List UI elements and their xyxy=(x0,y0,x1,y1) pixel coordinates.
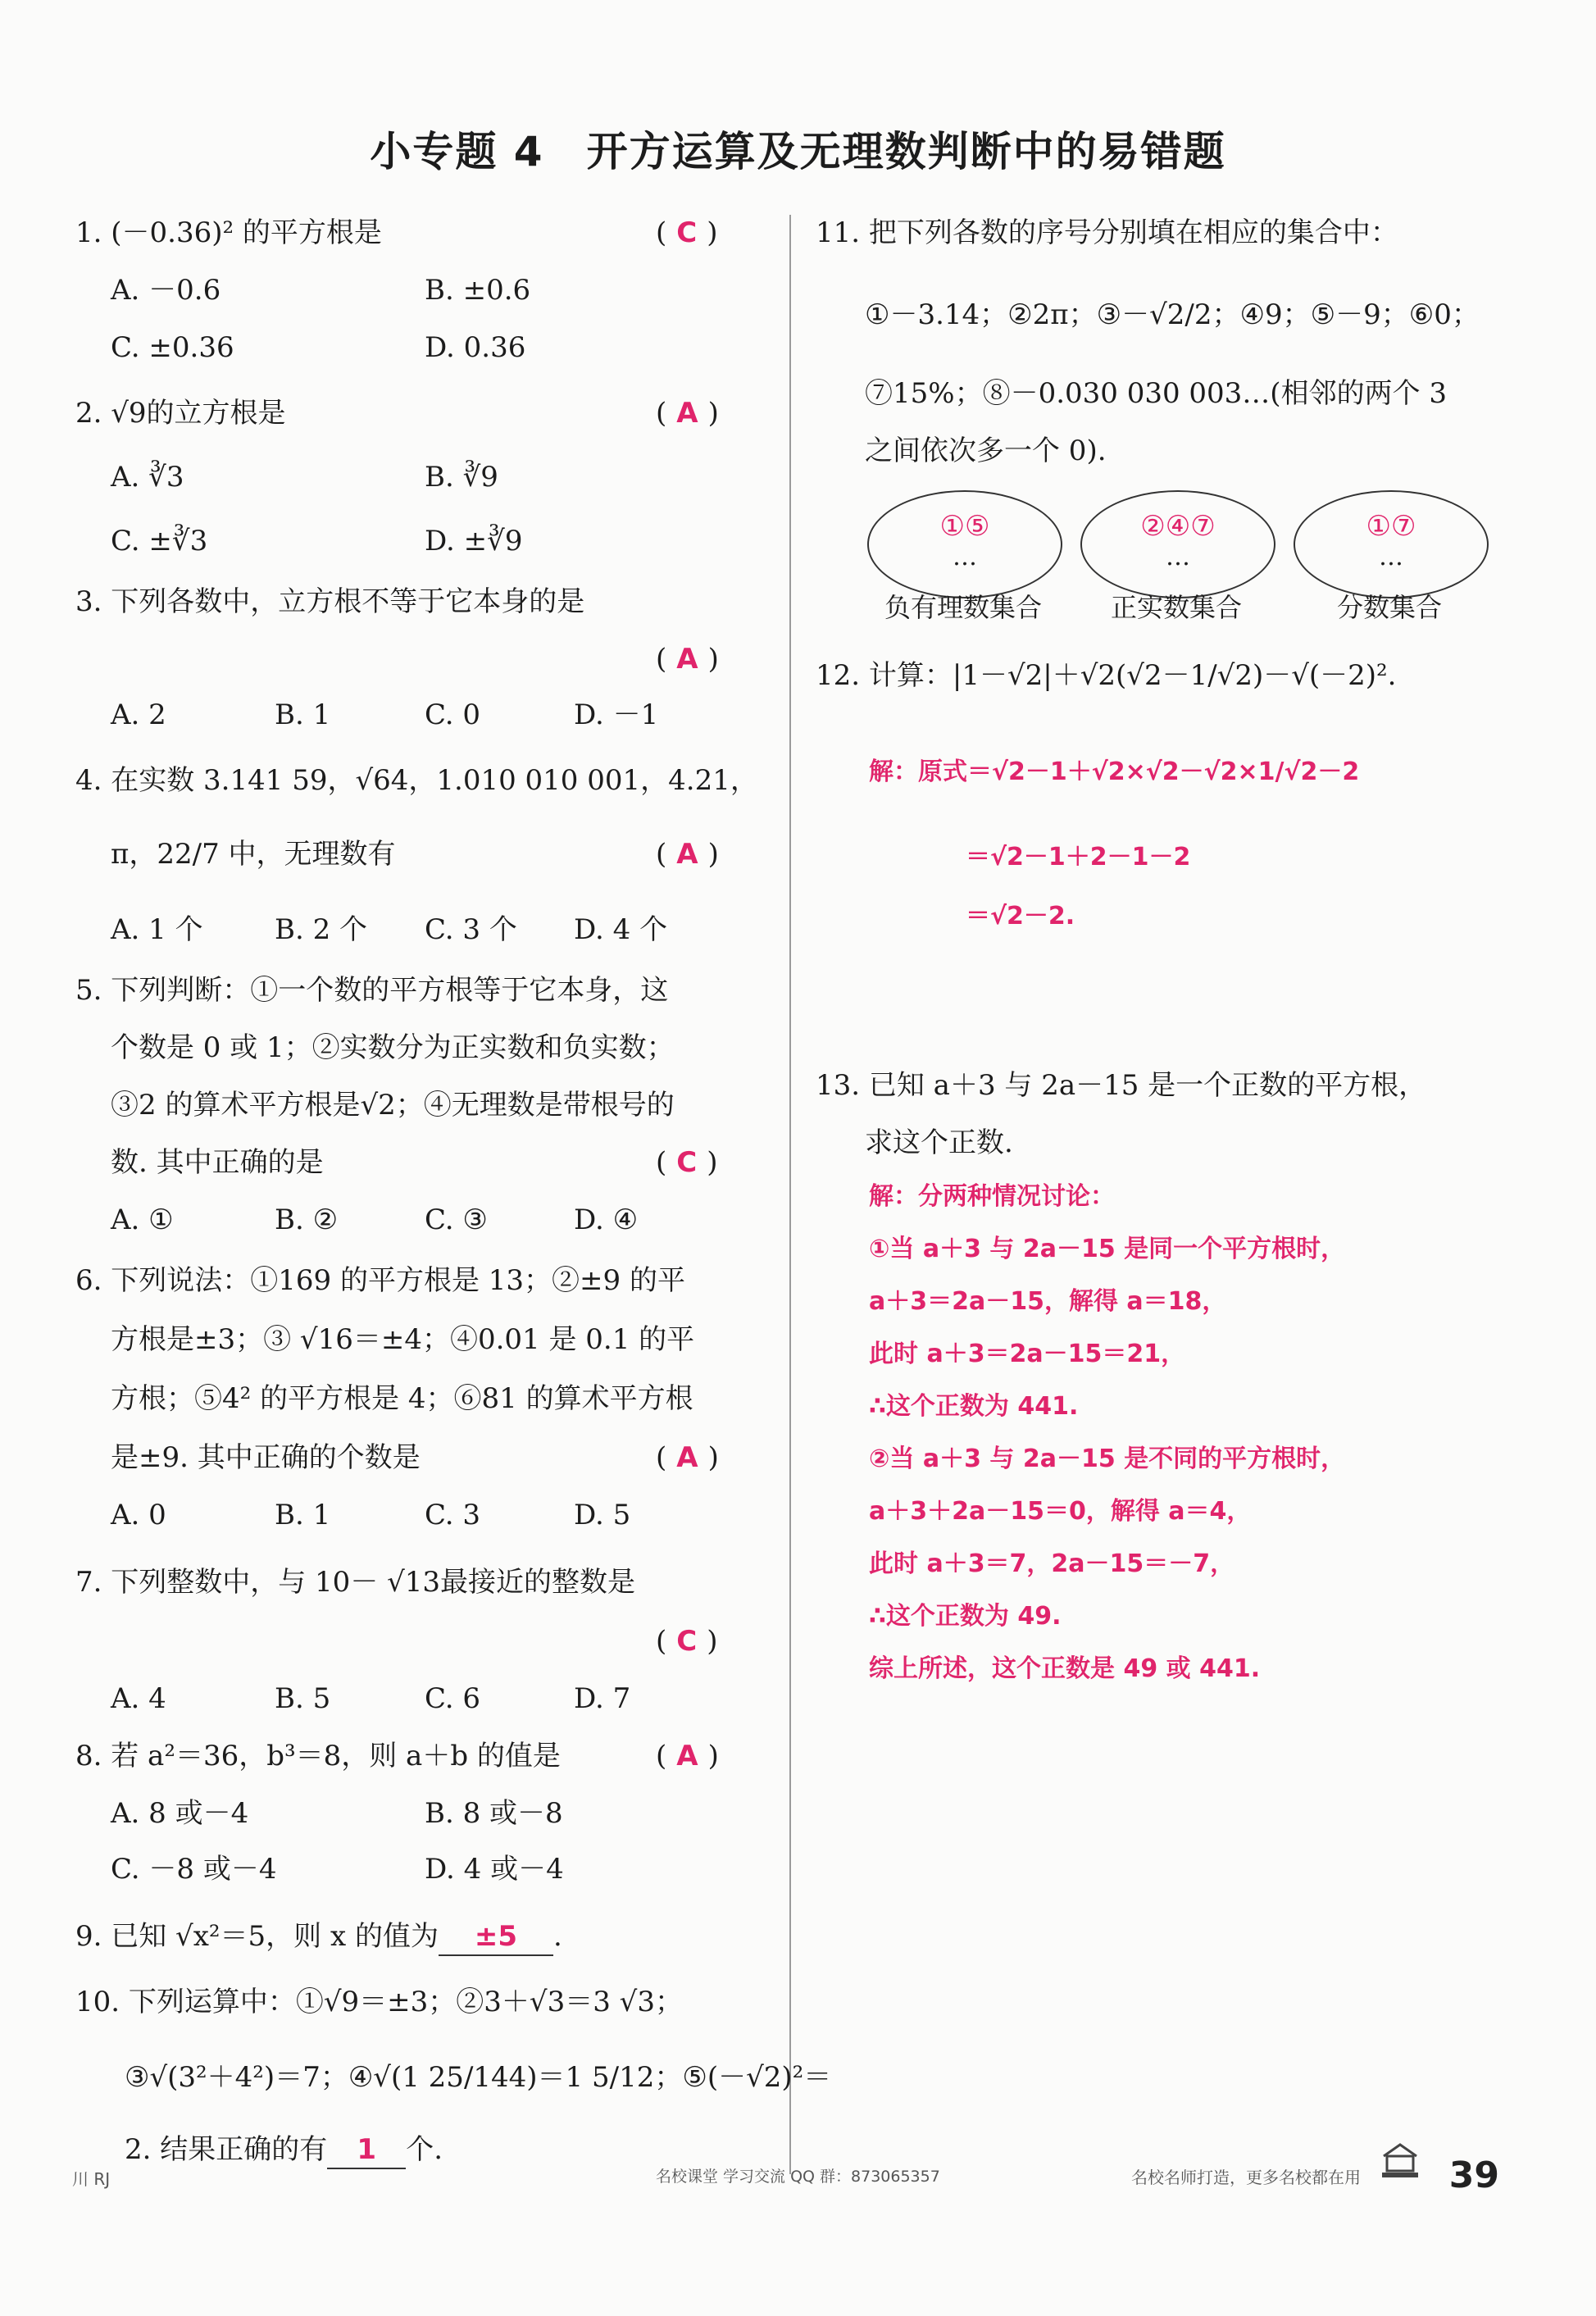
question-2-answer: ( A ) xyxy=(656,397,719,430)
q3-option-a: A. 2 xyxy=(111,698,166,731)
q1-option-a: A. －0.6 xyxy=(111,274,221,307)
page-title: 小专题 4 开方运算及无理数判断中的易错题 xyxy=(370,128,1226,175)
q1-option-b: B. ±0.6 xyxy=(425,274,531,307)
q5-option-d: D. ④ xyxy=(574,1204,639,1236)
q12-solution-line2: ＝√2－1＋2－1－2 xyxy=(966,843,1191,871)
question-1-stem: 1. (－0.36)² 的平方根是 xyxy=(75,216,382,249)
q10-answer-blank: 1 xyxy=(327,2132,406,2169)
publisher-logo-icon xyxy=(1379,2140,1421,2179)
question-5-line3: ③2 的算术平方根是√2；④无理数是带根号的 xyxy=(111,1089,675,1122)
q13-solution-line: ∴这个正数为 49. xyxy=(869,1602,1062,1631)
question-7-answer: ( C ) xyxy=(656,1625,718,1658)
question-6-line1: 6. 下列说法：①169 的平方根是 13；②±9 的平 xyxy=(75,1264,685,1297)
question-5-line4: 数. 其中正确的是 xyxy=(111,1146,324,1179)
page-number: 39 xyxy=(1448,2154,1499,2196)
q8-option-a: A. 8 或－4 xyxy=(111,1797,249,1830)
question-10-line3: 2. 结果正确的有 1 个. xyxy=(125,2132,443,2169)
q2-option-b: B. ∛9 xyxy=(425,461,498,494)
q1-option-d: D. 0.36 xyxy=(425,331,526,364)
q5-option-b: B. ② xyxy=(275,1204,339,1236)
question-6-line2: 方根是±3；③ √16＝±4；④0.01 是 0.1 的平 xyxy=(111,1323,695,1356)
question-4-stem-line2: π，22/7 中，无理数有 xyxy=(111,838,396,871)
q13-solution-line: ①当 a＋3 与 2a－15 是同一个平方根时， xyxy=(869,1235,1346,1263)
set-label-negative-rational: 负有理数集合 xyxy=(884,592,1042,623)
question-5-line1: 5. 下列判断：①一个数的平方根等于它本身，这 xyxy=(75,974,669,1007)
question-11-line4: 之间依次多一个 0). xyxy=(865,435,1107,467)
q4-option-d: D. 4 个 xyxy=(574,913,668,946)
q7-option-b: B. 5 xyxy=(275,1682,331,1715)
footer-slogan: 名校名师打造，更多名校都在用 xyxy=(1131,2168,1361,2187)
q7-option-a: A. 4 xyxy=(111,1682,166,1715)
question-8-stem: 8. 若 a²＝36，b³＝8，则 a＋b 的值是 xyxy=(75,1740,561,1772)
q13-solution-line: 此时 a＋3＝2a－15＝21， xyxy=(869,1340,1186,1368)
footer-center-text: 名校课堂 学习交流 QQ 群：873065357 xyxy=(656,2168,940,2186)
q8-option-d: D. 4 或－4 xyxy=(425,1853,564,1886)
question-10-line1: 10. 下列运算中：①√9＝±3；②3＋√3＝3 √3； xyxy=(75,1986,683,2018)
q6-option-b: B. 1 xyxy=(275,1499,331,1531)
q3-option-c: C. 0 xyxy=(425,698,481,731)
q4-option-c: C. 3 个 xyxy=(425,913,517,946)
question-7-stem: 7. 下列整数中，与 10－ √13最接近的整数是 xyxy=(75,1566,636,1599)
q7-option-d: D. 7 xyxy=(574,1682,631,1715)
question-5-line2: 个数是 0 或 1；②实数分为正实数和负实数； xyxy=(111,1031,675,1064)
set-members: ①⑦ xyxy=(1366,510,1416,543)
question-12-stem: 12. 计算：|1－√2|＋√2(√2－1/√2)－√(－2)². xyxy=(816,659,1397,692)
set-label-positive-real: 正实数集合 xyxy=(1110,592,1242,623)
q7-option-c: C. 6 xyxy=(425,1682,481,1715)
q13-solution-line: a＋3＝2a－15，解得 a＝18， xyxy=(869,1287,1227,1316)
q2-option-c: C. ±∛3 xyxy=(111,525,208,557)
column-divider xyxy=(789,215,791,2174)
q6-option-c: C. 3 xyxy=(425,1499,481,1531)
set-positive-real xyxy=(1080,490,1275,598)
q6-option-a: A. 0 xyxy=(111,1499,166,1531)
q1-option-c: C. ±0.36 xyxy=(111,331,234,364)
q2-option-d: D. ±∛9 xyxy=(425,525,523,557)
q6-option-d: D. 5 xyxy=(574,1499,631,1531)
question-4-answer: ( A ) xyxy=(656,838,719,871)
question-6-answer: ( A ) xyxy=(656,1441,719,1474)
q13-solution-line: 综上所述，这个正数是 49 或 441. xyxy=(869,1654,1261,1683)
question-11-line2: ①－3.14；②2π；③－√2/2；④9；⑤－9；⑥0； xyxy=(865,298,1480,331)
set-members: ①⑤ xyxy=(939,510,990,543)
question-8-answer: ( A ) xyxy=(656,1740,719,1772)
q8-option-b: B. 8 或－8 xyxy=(425,1797,563,1830)
set-ellipsis: … xyxy=(1166,543,1190,571)
question-9: 9. 已知 √x²＝5，则 x 的值为 ±5 . xyxy=(75,1918,562,1956)
question-5-answer: ( C ) xyxy=(656,1146,718,1179)
q13-solution-line: ②当 a＋3 与 2a－15 是不同的平方根时， xyxy=(869,1445,1346,1473)
q12-solution-line3: ＝√2－2. xyxy=(966,902,1075,930)
question-3-stem: 3. 下列各数中，立方根不等于它本身的是 xyxy=(75,585,585,618)
q3-option-d: D. －1 xyxy=(574,698,659,731)
question-10-line2: ③√(3²＋4²)＝7；④√(1 25/144)＝1 5/12；⑤(－√2)²＝ xyxy=(125,2061,832,2094)
q13-solution-line: a＋3＋2a－15＝0，解得 a＝4， xyxy=(869,1497,1252,1526)
q12-solution-line1: 解：原式＝√2－1＋√2×√2－√2×1/√2－2 xyxy=(869,758,1360,786)
set-members: ②④⑦ xyxy=(1140,510,1216,543)
set-ellipsis: … xyxy=(1379,543,1403,571)
question-1-answer: ( C ) xyxy=(656,216,718,249)
q4-option-a: A. 1 个 xyxy=(111,913,203,946)
question-11-line1: 11. 把下列各数的序号分别填在相应的集合中： xyxy=(816,216,1398,249)
footer-edition: 川 RJ xyxy=(72,2169,111,2189)
question-6-line4: 是±9. 其中正确的个数是 xyxy=(111,1441,421,1474)
q13-solution-line: 解：分两种情况讨论： xyxy=(869,1182,1115,1211)
question-13-line2: 求这个正数. xyxy=(865,1126,1013,1159)
q5-option-c: C. ③ xyxy=(425,1204,488,1236)
q5-option-a: A. ① xyxy=(111,1204,174,1236)
set-fraction xyxy=(1294,490,1489,598)
q3-option-b: B. 1 xyxy=(275,698,331,731)
set-negative-rational xyxy=(867,490,1062,598)
q9-answer-blank: ±5 xyxy=(439,1918,553,1956)
question-13-line1: 13. 已知 a＋3 与 2a－15 是一个正数的平方根， xyxy=(816,1069,1427,1102)
set-ellipsis: … xyxy=(953,543,977,571)
question-11-line3: ⑦15%；⑧－0.030 030 003…(相邻的两个 3 xyxy=(865,377,1448,410)
question-2-stem: 2. √9的立方根是 xyxy=(75,397,286,430)
set-label-fraction: 分数集合 xyxy=(1336,592,1442,623)
question-3-answer: ( A ) xyxy=(656,643,719,676)
q8-option-c: C. －8 或－4 xyxy=(111,1853,277,1886)
question-6-line3: 方根；⑤4² 的平方根是 4；⑥81 的算术平方根 xyxy=(111,1382,693,1415)
q13-solution-line: ∴这个正数为 441. xyxy=(869,1392,1079,1421)
q13-solution-line: 此时 a＋3＝7，2a－15＝－7， xyxy=(869,1549,1235,1578)
question-4-stem-line1: 4. 在实数 3.141 59，√64，1.010 010 001，4.21， xyxy=(75,764,758,797)
q2-option-a: A. ∛3 xyxy=(111,461,184,494)
q4-option-b: B. 2 个 xyxy=(275,913,368,946)
